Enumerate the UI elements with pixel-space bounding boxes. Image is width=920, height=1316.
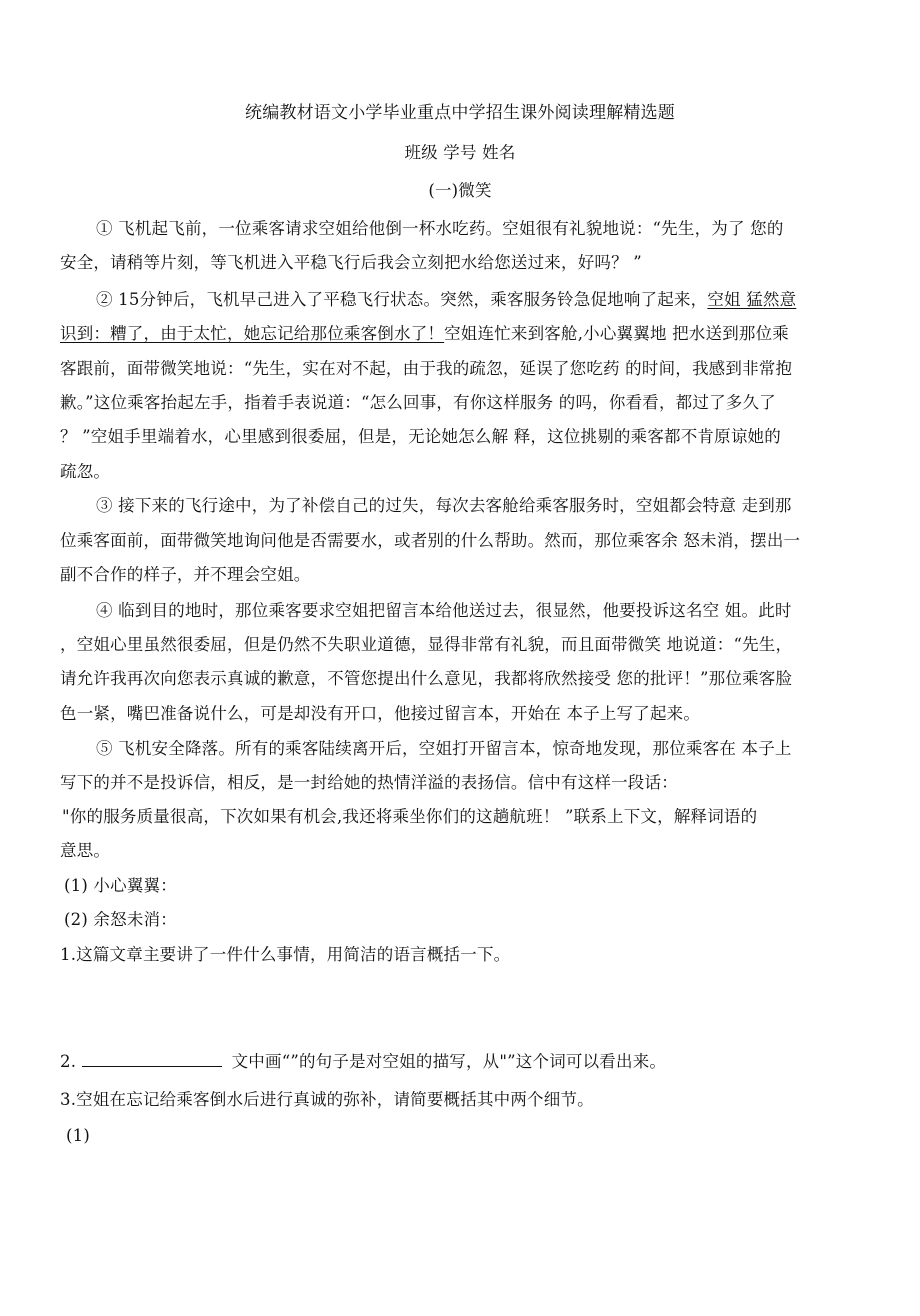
student-info-line: 班级 学号 姓名 <box>404 143 516 162</box>
paragraph-2-line-5: ？ ”空姐手里端着水，心里感到很委屈，但是，无论她怎么解 释，这位挑剔的乘客都不肯原谅她的 <box>60 427 781 446</box>
paragraph-2-line-1 <box>96 289 796 311</box>
paragraph-5-line-1: ⑤ 飞机安全降落。所有的乘客陆续离开后，空姐打开留言本，惊奇地发现，那位乘客在 本子上 <box>96 739 792 758</box>
question-2-number: 2. <box>60 1052 77 1071</box>
paragraph-3-line-1: ③ 接下来的飞行途中，为了补偿自己的过失，每次去客舱给乘客服务时，空姐都会特意 走到那 <box>96 496 792 515</box>
paragraph-4-line-3: 请允许我再次向您表示真诚的歉意，不管您提出什么意见，我都将欣然接受 您的批评！”那位乘客脸 <box>60 669 793 688</box>
paragraph-2-line-3: 客跟前，面带微笑地说：“先生，实在对不起，由于我的疏忽，延误了您吃药 的时间，我感到非常抱 <box>60 359 793 378</box>
document-title: 统编教材语文小学毕业重点中学招生课外阅读理解精选题 <box>245 103 675 123</box>
question-3: 3.空姐在忘记给乘客倒水后进行真诚的弥补，请简要概括其中两个细节。 <box>60 1090 594 1109</box>
paragraph-5-line-3: "你的服务质量很高，下次如果有机会,我还将乘坐你们的这趟航班！ ”联系上下文，解释词语的 <box>62 807 758 826</box>
vocab-question-1: (1) 小心翼翼： <box>64 876 177 895</box>
paragraph-1-line-1: ① 飞机起飞前，一位乘客请求空姐给他倒一杯水吃药。空姐很有礼貌地说：“先生，为了 您的 <box>96 219 784 238</box>
paragraph-3-line-3: 副不合作的样子，并不理会空姐。 <box>60 565 311 584</box>
paragraph-4-line-2: ，空姐心里虽然很委屈，但是仍然不失职业道德，显得非常有礼貌，而且面带微笑 地说道：“先生， <box>60 635 793 654</box>
paragraph-2-line-4: 歉。”这位乘客抬起左手，指着手表说道：“怎么回事，有你这样服务 的吗，你看看，都过了多久了 <box>60 393 776 412</box>
paragraph-2-line-6: 疏忽。 <box>60 462 111 481</box>
question-3-part-1: (1) <box>66 1126 90 1145</box>
paragraph-5-line-4: 意思。 <box>60 841 111 860</box>
underlined-sentence: 识到：糟了，由于太忙，她忘记给那位乘客倒水了！ <box>60 324 445 343</box>
paragraph-4-line-4: 色一紧，嘴巴准备说什么，可是却没有开口，他接过留言本，开始在 本子上写了起来。 <box>60 704 701 723</box>
underlined-sentence: 空姐 猛然意 <box>707 290 797 309</box>
question-2-text: 文中画“”的句子是对空姐的描写，从"”这个词可以看出来。 <box>231 1052 667 1071</box>
answer-blank[interactable] <box>82 1050 222 1067</box>
paragraph-5-line-2: 写下的并不是投诉信，相反，是一封给她的热情洋溢的表扬信。信中有这样一段话： <box>60 773 678 792</box>
paragraph-2-line-2 <box>60 323 789 345</box>
paragraph-2-text: 空姐连忙来到客舱,小心翼翼地 把水送到那位乘 <box>444 324 789 343</box>
vocab-question-2: (2) 余怒未消： <box>64 910 177 929</box>
paragraph-3-line-2: 位乘客面前，面带微笑地询问他是否需要水，或者别的什么帮助。然而，那位乘客余 怒未消，摆出一 <box>60 531 801 550</box>
question-2 <box>60 1050 666 1073</box>
paragraph-2-text: ② 15分钟后，飞机早己进入了平稳飞行状态。突然，乘客服务铃急促地响了起来， <box>96 290 708 309</box>
paragraph-1-line-2: 安全，请稍等片刻，等飞机进入平稳飞行后我会立刻把水给您送过来，好吗？ ” <box>60 253 642 272</box>
paragraph-4-line-1: ④ 临到目的地时，那位乘客要求空姐把留言本给他送过去，很显然，他要投诉这名空 姐。此时 <box>96 601 792 620</box>
question-1: 1.这篇文章主要讲了一件什么事情，用简洁的语言概括一下。 <box>60 945 511 964</box>
section-title: (一)微笑 <box>428 181 492 200</box>
